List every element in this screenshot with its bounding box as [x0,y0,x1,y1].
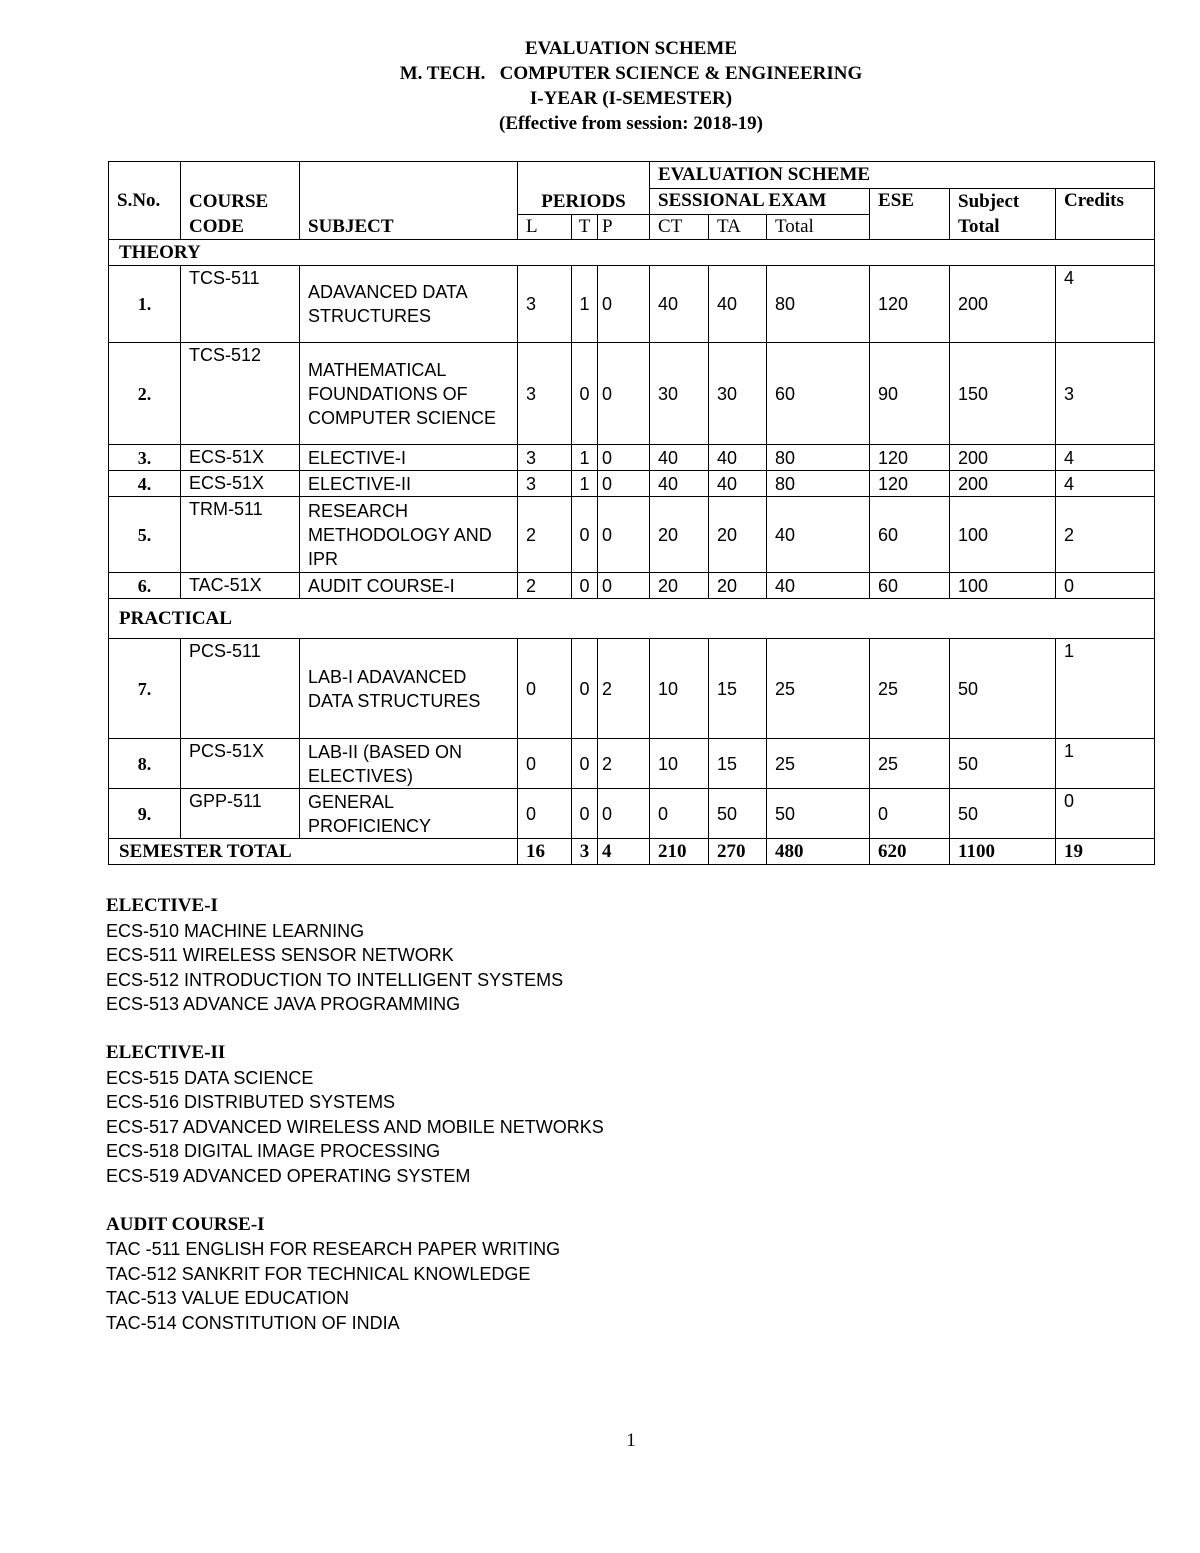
header-sno: S.No. [109,162,181,240]
semester-total-row [109,839,1155,865]
row-l: 0 [518,739,572,789]
row-ta: 15 [709,739,767,789]
row-subject-total: 50 [950,639,1056,739]
row-total: 50 [767,789,870,839]
row-sno: 8. [109,739,181,789]
row-l: 2 [518,573,572,599]
header-ta: TA [709,214,767,240]
list-item: ECS-518 DIGITAL IMAGE PROCESSING [106,1141,441,1162]
header-ct: CT [650,214,709,240]
list-item: ECS-516 DISTRIBUTED SYSTEMS [106,1092,396,1113]
row-l: 0 [518,639,572,739]
row-ta: 20 [709,573,767,599]
list-item: ECS-519 ADVANCED OPERATING SYSTEM [106,1165,471,1186]
row-t: 1 [572,445,598,471]
row-sno: 7. [109,639,181,739]
list-item: ECS-512 INTRODUCTION TO INTELLIGENT SYSTEMS [106,969,564,990]
row-course-code: ECS-51X [181,445,300,471]
course-group [106,1041,604,1189]
row-total: 60 [767,343,870,445]
row-total: 80 [767,471,870,497]
row-l: 0 [518,789,572,839]
header-title: EVALUATION SCHEME [524,38,738,59]
row-ct: 30 [650,343,709,445]
table-row [109,789,1155,839]
row-subject: ADAVANCED DATA STRUCTURES [300,266,518,343]
table-row [109,739,1155,789]
row-p: 0 [598,497,650,573]
header-l: L [518,214,572,240]
row-ese: 60 [870,573,950,599]
total-total: 480 [767,839,870,865]
row-p: 2 [598,639,650,739]
list-item: TAC-512 SANKRIT FOR TECHNICAL KNOWLEDGE [106,1263,531,1284]
list-item: ECS-515 DATA SCIENCE [106,1067,314,1088]
row-subject: RESEARCH METHODOLOGY AND IPR [300,497,518,573]
row-t: 0 [572,639,598,739]
row-ct: 0 [650,789,709,839]
row-ese: 120 [870,445,950,471]
total-subject-total: 1100 [950,839,1056,865]
row-credits: 4 [1056,266,1155,343]
row-credits: 3 [1056,343,1155,445]
course-group [106,894,604,1017]
total-credits: 19 [1056,839,1155,865]
row-t: 1 [572,471,598,497]
document-header [0,36,1200,136]
row-t: 0 [572,739,598,789]
header-code: CODE [189,216,244,237]
row-course-code: PCS-51X [181,739,300,789]
row-subject-total: 100 [950,573,1056,599]
row-course-code: ECS-51X [181,471,300,497]
group-title: AUDIT COURSE-I [106,1213,265,1235]
header-evaluation-scheme: EVALUATION SCHEME [650,162,1155,189]
row-t: 0 [572,497,598,573]
row-total: 40 [767,573,870,599]
header-year: I-YEAR (I-SEMESTER) [529,88,733,109]
row-p: 2 [598,739,650,789]
header-session: (Effective from session: 2018-19) [499,113,763,134]
row-ct: 40 [650,445,709,471]
row-total: 80 [767,266,870,343]
row-subject-total: 200 [950,445,1056,471]
row-p: 0 [598,445,650,471]
header-program: M. TECH. COMPUTER SCIENCE & ENGINEERING [399,63,863,84]
row-ta: 40 [709,266,767,343]
row-total: 80 [767,445,870,471]
row-credits: 2 [1056,497,1155,573]
row-ta: 50 [709,789,767,839]
row-subject-total: 50 [950,739,1056,789]
row-credits: 4 [1056,471,1155,497]
row-total: 25 [767,639,870,739]
row-credits: 4 [1056,445,1155,471]
row-t: 1 [572,266,598,343]
row-course-code: PCS-511 [181,639,300,739]
row-l: 3 [518,343,572,445]
table-row [109,343,1155,445]
row-sno: 9. [109,789,181,839]
total-ese: 620 [870,839,950,865]
row-ct: 10 [650,739,709,789]
row-credits: 1 [1056,639,1155,739]
row-subject: MATHEMATICAL FOUNDATIONS OF COMPUTER SCIENCE [300,343,518,445]
row-sno: 6. [109,573,181,599]
header-t: T [572,214,598,240]
table-row [109,445,1155,471]
row-ese: 25 [870,639,950,739]
header-subject: SUBJECT [300,162,518,240]
header-course: COURSE [189,191,269,212]
row-subject: LAB-I ADAVANCED DATA STRUCTURES [300,639,518,739]
table-row [109,639,1155,739]
row-t: 0 [572,573,598,599]
total-l: 16 [518,839,572,865]
row-l: 3 [518,445,572,471]
row-ese: 60 [870,497,950,573]
row-l: 3 [518,471,572,497]
row-ta: 15 [709,639,767,739]
list-item: ECS-513 ADVANCE JAVA PROGRAMMING [106,994,461,1015]
total-t: 3 [572,839,598,865]
row-credits: 0 [1056,789,1155,839]
evaluation-scheme-table [108,161,1155,865]
row-ct: 20 [650,497,709,573]
list-item: ECS-511 WIRELESS SENSOR NETWORK [106,945,454,966]
header-course-code [181,162,300,240]
row-subject: ELECTIVE-I [300,445,518,471]
header-subject-total-2: Total [958,216,1000,237]
row-ta: 40 [709,445,767,471]
total-ta: 270 [709,839,767,865]
row-ct: 20 [650,573,709,599]
row-ct: 40 [650,471,709,497]
row-sno: 1. [109,266,181,343]
header-ese: ESE [870,189,950,240]
header-p: P [598,214,650,240]
header-credits: Credits [1056,189,1155,240]
total-p: 4 [598,839,650,865]
row-ese: 90 [870,343,950,445]
row-ese: 120 [870,471,950,497]
row-course-code: TRM-511 [181,497,300,573]
page-number: 1 [626,1430,636,1451]
table-row [109,266,1155,343]
row-subject: LAB-II (BASED ON ELECTIVES) [300,739,518,789]
row-sno: 4. [109,471,181,497]
row-sno: 3. [109,445,181,471]
row-credits: 1 [1056,739,1155,789]
semester-total-label: SEMESTER TOTAL [109,839,518,865]
row-p: 0 [598,573,650,599]
row-sno: 2. [109,343,181,445]
course-group [106,1213,604,1336]
row-ct: 40 [650,266,709,343]
row-p: 0 [598,343,650,445]
row-subject-total: 50 [950,789,1056,839]
row-total: 40 [767,497,870,573]
section-practical: PRACTICAL [109,599,1155,639]
row-sno: 5. [109,497,181,573]
header-sessional-exam: SESSIONAL EXAM [650,189,870,215]
row-ese: 25 [870,739,950,789]
row-l: 3 [518,266,572,343]
row-subject-total: 200 [950,266,1056,343]
list-item: TAC -511 ENGLISH FOR RESEARCH PAPER WRITING [106,1239,561,1260]
table-row [109,471,1155,497]
row-subject: AUDIT COURSE-I [300,573,518,599]
row-total: 25 [767,739,870,789]
header-total: Total [767,214,870,240]
course-lists [106,894,604,1360]
table-row [109,573,1155,599]
row-p: 0 [598,266,650,343]
row-credits: 0 [1056,573,1155,599]
group-title: ELECTIVE-I [106,895,218,916]
row-p: 0 [598,789,650,839]
header-periods: PERIODS [518,162,650,215]
list-item: TAC-514 CONSTITUTION OF INDIA [106,1312,400,1333]
list-item: ECS-510 MACHINE LEARNING [106,920,365,941]
row-course-code: GPP-511 [181,789,300,839]
row-t: 0 [572,343,598,445]
row-subject: ELECTIVE-II [300,471,518,497]
row-subject: GENERAL PROFICIENCY [300,789,518,839]
row-subject-total: 150 [950,343,1056,445]
row-ta: 40 [709,471,767,497]
list-item: TAC-513 VALUE EDUCATION [106,1288,350,1309]
row-l: 2 [518,497,572,573]
row-ta: 20 [709,497,767,573]
row-ese: 120 [870,266,950,343]
list-item: ECS-517 ADVANCED WIRELESS AND MOBILE NETWORKS [106,1116,604,1137]
header-subject-total-1: Subject [958,191,1020,212]
row-ct: 10 [650,639,709,739]
row-p: 0 [598,471,650,497]
total-ct: 210 [650,839,709,865]
row-course-code: TCS-511 [181,266,300,343]
row-subject-total: 200 [950,471,1056,497]
row-ta: 30 [709,343,767,445]
row-course-code: TAC-51X [181,573,300,599]
row-t: 0 [572,789,598,839]
group-title: ELECTIVE-II [106,1041,226,1063]
row-subject-total: 100 [950,497,1056,573]
row-ese: 0 [870,789,950,839]
row-course-code: TCS-512 [181,343,300,445]
header-subject-total [950,189,1056,240]
section-theory: THEORY [109,240,1155,266]
table-row [109,497,1155,573]
